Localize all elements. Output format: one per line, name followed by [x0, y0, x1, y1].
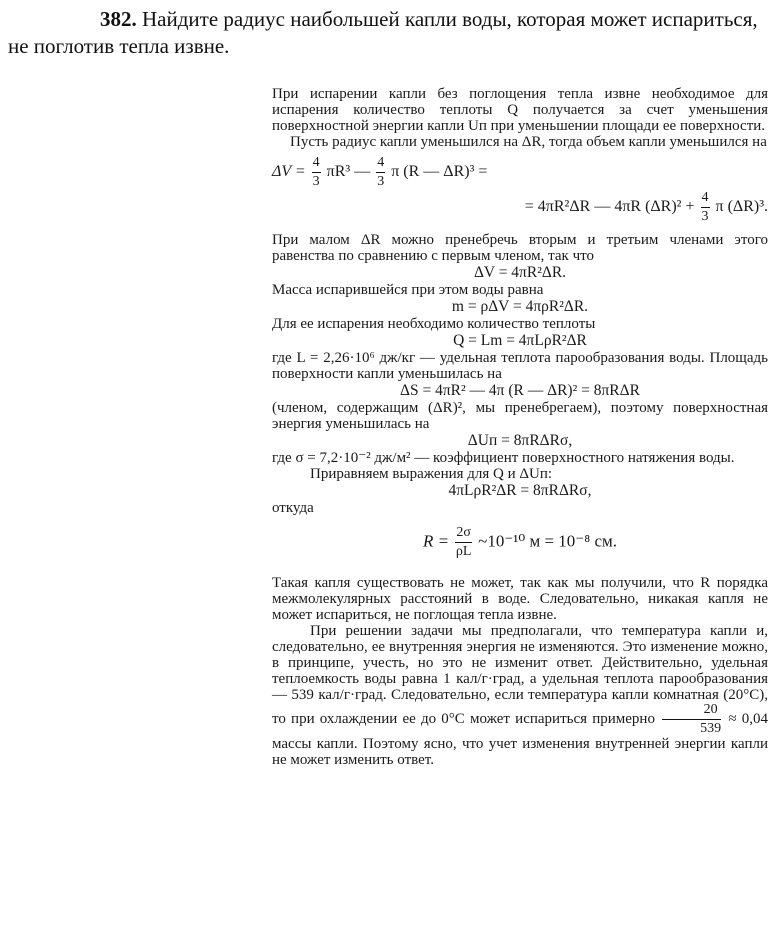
- equation-part: ~10⁻¹⁰ м = 10⁻⁸ см.: [478, 531, 618, 551]
- equation-part: π (ΔR)³.: [715, 198, 768, 216]
- problem-number: 382.: [100, 7, 137, 31]
- equation: Q = Lm = 4πLρR²ΔR: [453, 332, 587, 349]
- paragraph-text: При решении задачи мы предполагали, что температура капли и, следовательно, ее внутренняя энергия не изменяются. Это изменение можно, в принципе, учесть, но это не изменит ответ. Действительно, удельная теплоемкость воды равна 1 кал/г·град, а удельная теплота парообразования — 539 кал/г·град. Следовательно, если температура капли комнатная (20°C), то при охлаждении ее до 0°C может испариться примерно: [272, 623, 768, 727]
- equation-part: R =: [422, 531, 450, 551]
- fraction-numerator: 4: [701, 191, 710, 208]
- equation-radius: [272, 526, 768, 559]
- equation: m = ρΔV = 4πρR²ΔR.: [451, 298, 589, 315]
- fraction-denominator: 3: [701, 209, 709, 224]
- fraction-denominator: 3: [312, 174, 320, 189]
- fraction: [312, 156, 321, 189]
- fraction: [662, 703, 721, 736]
- solution-block: [272, 86, 768, 768]
- fraction-numerator: 2σ: [455, 526, 472, 543]
- solution-paragraph: Пусть радиус капли уменьшился на ΔR, тогда объем капли уменьшился на: [290, 134, 767, 150]
- problem-statement: [8, 6, 772, 60]
- solution-paragraph: При малом ΔR можно пренебречь вторым и третьим членами этого равенства по сравнению с первым членом, так что: [272, 232, 768, 264]
- fraction: [376, 156, 385, 189]
- solution-paragraph: Такая капля существовать не может, так как мы получили, что R порядка межмолекулярных расстояний в воде. Следовательно, никакая капля не может испариться, не поглощая тепла извне.: [272, 575, 768, 623]
- equation-part: ΔV =: [272, 163, 306, 181]
- fraction-denominator: 539: [700, 721, 722, 736]
- fraction-denominator: ρL: [455, 544, 472, 559]
- fraction-numerator: 20: [662, 703, 721, 720]
- equation-part: πR³ —: [326, 163, 371, 181]
- equation: ΔS = 4πR² — 4π (R — ΔR)² = 8πRΔR: [400, 382, 640, 399]
- solution-paragraph: Приравняем выражения для Q и ΔUп:: [310, 466, 553, 482]
- paragraph-text: ≈ 0,04 массы капли. Поэтому ясно, что учет изменения внутренней энергии капли не может изменить ответ.: [272, 710, 768, 768]
- problem-text: Найдите радиус наибольшей капли воды, которая может испариться, не поглотив тепла извне.: [8, 7, 758, 58]
- equation-volume: [272, 156, 768, 189]
- fraction-denominator: 3: [377, 174, 385, 189]
- equation-part: π (R — ΔR)³ =: [391, 163, 488, 181]
- solution-paragraph: [272, 623, 768, 768]
- solution-paragraph: При испарении капли без поглощения тепла извне необходимое для испарения количество теплоты Q получается за счет уменьшения поверхностной энергии капли Uп при уменьшении площади ее поверхности.: [272, 86, 768, 134]
- fraction: [455, 526, 472, 559]
- equation-volume-expanded: [272, 191, 768, 224]
- solution-paragraph: где σ = 7,2·10⁻² дж/м² — коэффициент поверхностного натяжения воды.: [272, 450, 735, 466]
- solution-paragraph: Масса испарившейся при этом воды равна: [272, 282, 544, 298]
- fraction-numerator: 4: [376, 156, 385, 173]
- equation: ΔUп = 8πRΔRσ,: [467, 432, 573, 449]
- fraction-numerator: 4: [312, 156, 321, 173]
- solution-paragraph: Для ее испарения необходимо количество теплоты: [272, 316, 596, 332]
- solution-paragraph: (членом, содержащим (ΔR)², мы пренебрегаем), поэтому поверхностная энергия уменьшилась на: [272, 400, 768, 432]
- solution-paragraph: где L = 2,26·10⁶ дж/кг — удельная теплота парообразования воды. Площадь поверхности капли уменьшилась на: [272, 350, 768, 382]
- equation: ΔV = 4πR²ΔR.: [473, 264, 567, 281]
- equation-part: = 4πR²ΔR — 4πR (ΔR)² +: [524, 198, 695, 216]
- solution-paragraph: откуда: [272, 500, 314, 516]
- equation: 4πLρR²ΔR = 8πRΔRσ,: [448, 482, 592, 499]
- fraction: [701, 191, 710, 224]
